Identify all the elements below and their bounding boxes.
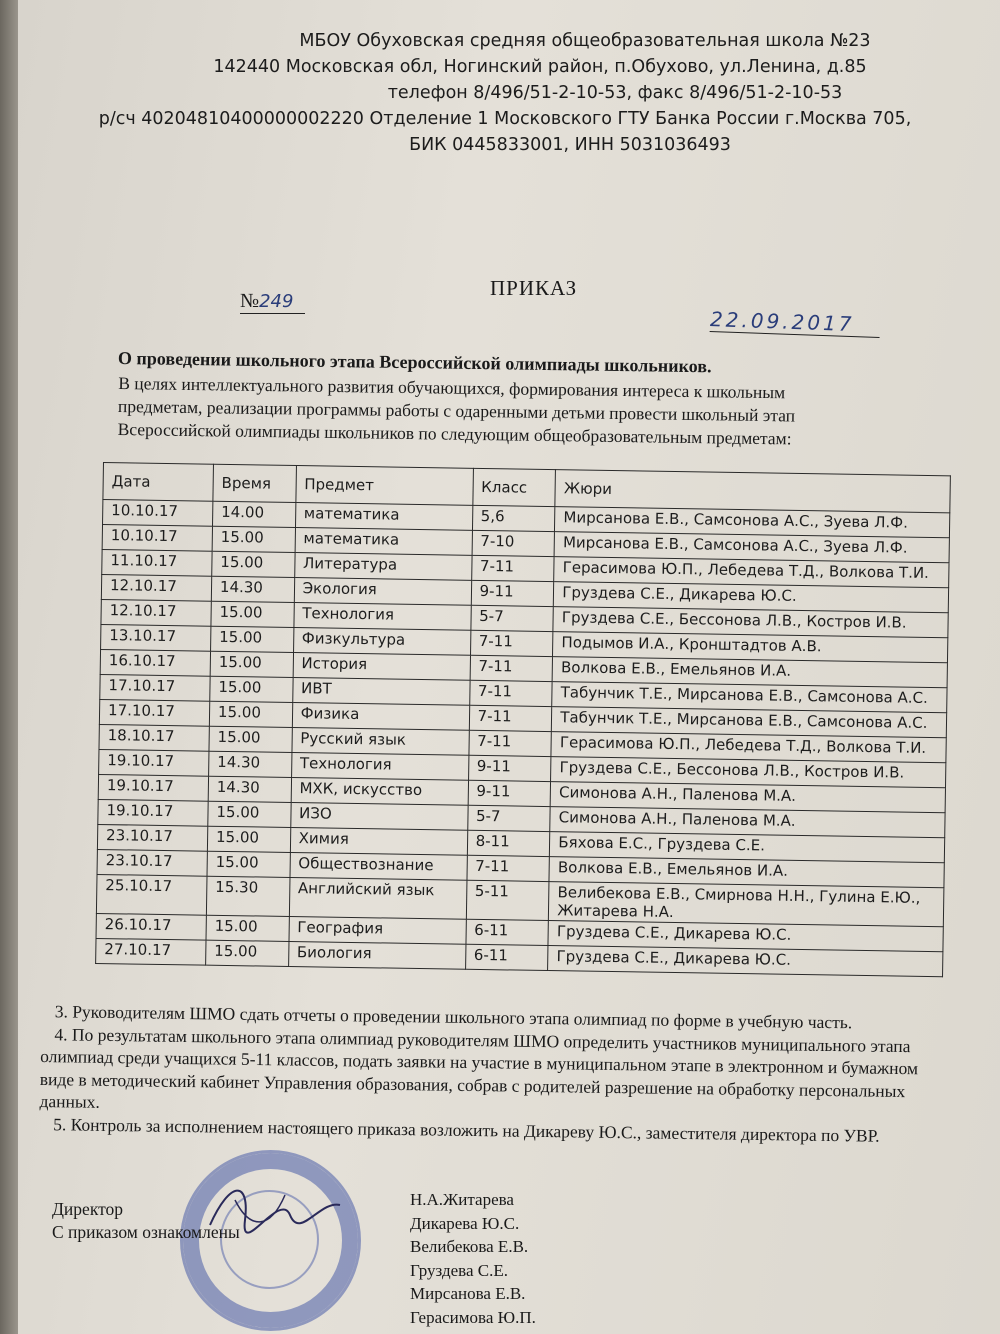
cell-jury: Груздева С.Е., Бессонова Л.В., Костров И.В. [553,607,948,638]
cell-date: 12.10.17 [101,574,211,601]
cell-date: 17.10.17 [100,674,210,701]
cell-grade: 5-11 [466,880,549,920]
cell-time: 15.00 [208,801,291,827]
cell-grade: 5-7 [470,605,553,631]
cell-grade: 7-11 [470,630,553,656]
letterhead [98,28,960,158]
cell-date: 19.10.17 [98,799,208,826]
cell-subject: Физкультура [293,628,470,656]
cell-date: 25.10.17 [96,874,207,915]
cell-subject: Технология [291,752,468,780]
cell-subject: МХК, искусство [291,777,468,805]
signatory-name: Дикарева Ю.С. [410,1213,520,1233]
order-date: 22.09.2017 [710,307,881,338]
cell-grade: 7-11 [469,705,552,731]
order-body [39,1000,921,1147]
cell-jury: Герасимова Ю.П., Лебедева Т.Д., Волкова Т.И. [551,732,946,763]
cell-jury: Герасимова Ю.П., Лебедева Т.Д., Волкова Т.И. [554,557,949,588]
intro-text [118,372,919,452]
cell-subject: Литература [294,553,471,581]
acquainted-label: С приказом ознакомлены [52,1222,240,1242]
cell-time: 15.00 [207,826,290,852]
cell-subject: Биология [288,941,465,969]
cell-time: 14.00 [212,501,295,527]
cell-subject: География [289,916,466,944]
paragraph-4: 4. По результатам школьного этапа олимпиад руководителям ШМО определить участников муниципального этапа олимпиад среди учащихся 5-11 классов, подать заявки на участие в муниципальном этапе в электронном и бумажном виде в методический кабинет Управления образования, собрав с родителей разрешение на обработку персональных данных. [39,1023,919,1112]
intro-line: предметам, реализации программы работы с одаренными детьми провести школьный этап [117,396,796,426]
paragraph-5: 5. Контроль за исполнением настоящего приказа возложить на Дикареву Ю.С., заместителя директора по УВР. [53,1113,880,1146]
cell-jury: Груздева С.Е., Бессонова Л.В., Костров И.В. [551,757,946,788]
schedule-table [95,462,951,977]
paragraph-3: 3. Руководителям ШМО сдать отчеты о проведении школьного этапа олимпиад по форме в учебную часть. [54,1001,853,1033]
cell-jury: Груздева С.Е., Дикарева Ю.С. [554,582,949,613]
cell-grade: 6-11 [466,919,549,945]
cell-time: 14.30 [208,751,291,777]
document-title: ПРИКАЗ [490,276,578,300]
cell-jury: Волкова Е.В., Емельянов И.А. [549,857,944,888]
cell-date: 19.10.17 [99,749,209,776]
signatory-name: Герасимова Ю.П. [410,1307,536,1327]
cell-date: 27.10.17 [96,938,206,965]
cell-time: 15.00 [211,601,294,627]
cell-grade: 7-11 [467,855,550,881]
cell-date: 13.10.17 [101,624,211,651]
cell-subject: Английский язык [289,877,467,919]
cell-jury: Велибекова Е.В., Смирнова Н.Н., Гулина Е.Ю., Житарева Н.А. [549,882,944,927]
cell-jury: Симонова А.Н., Паленова М.А. [550,782,945,813]
bank-codes: БИК 0445833001, ИНН 5031036493 [409,135,731,155]
cell-grade: 7-11 [471,555,554,581]
signatory-name: Н.А.Житарева [410,1190,514,1209]
signature-labels [52,1198,240,1244]
signatory-name: Груздева С.Е. [410,1260,508,1280]
olympiad-schedule [95,462,983,978]
cell-subject: Обществознание [290,852,467,880]
cell-subject: Технология [294,603,471,631]
cell-date: 10.10.17 [103,500,213,527]
order-number-value: 249 [259,291,294,312]
cell-subject: История [293,653,470,681]
cell-subject: Русский язык [292,728,469,756]
cell-date: 26.10.17 [96,913,206,940]
intro-line: В целях интеллектуального развития обучающихся, формирования интереса к школьным [118,373,786,403]
cell-grade: 9-11 [468,755,551,781]
cell-grade: 9-11 [468,780,551,806]
cell-date: 23.10.17 [97,849,207,876]
signatory-names [410,1188,536,1329]
cell-date: 17.10.17 [99,699,209,726]
cell-subject: ИЗО [290,802,467,830]
cell-time: 15.00 [207,851,290,877]
cell-grade: 7-11 [469,680,552,706]
cell-date: 12.10.17 [101,599,211,626]
cell-time: 15.00 [206,915,289,941]
order-number [240,290,305,314]
cell-time: 15.00 [210,651,293,677]
cell-time: 15.00 [210,676,293,702]
col-grade: Класс [472,468,555,506]
cell-jury: Груздева С.Е., Дикарева Ю.С. [548,946,943,977]
cell-date: 10.10.17 [102,525,212,552]
col-jury: Жюри [555,470,950,513]
cell-time: 15.00 [206,940,289,966]
cell-time: 15.30 [206,876,289,916]
signatory-name: Мирсанова Е.В. [410,1284,526,1303]
cell-date: 19.10.17 [98,774,208,801]
cell-grade: 7-11 [469,730,552,756]
cell-subject: математика [295,528,472,556]
col-time: Время [213,464,296,502]
cell-jury: Симонова А.Н., Паленова М.А. [550,807,945,838]
director-label: Директор [52,1199,124,1219]
col-subject: Предмет [296,466,473,506]
school-name: МБОУ Обуховская средняя общеобразовательная школа №23 [299,31,871,51]
cell-grade: 7-11 [470,655,553,681]
cell-date: 23.10.17 [97,824,207,851]
cell-jury: Табунчик Т.Е., Мирсанова Е.В., Самсонова А.С. [552,707,947,738]
cell-jury: Волкова Е.В., Емельянов И.А. [552,657,947,688]
order-subject: О проведении школьного этапа Всероссийской олимпиады школьников. [117,348,712,377]
cell-jury: Груздева С.Е., Дикарева Ю.С. [548,921,943,952]
cell-grade: 6-11 [465,944,548,970]
cell-time: 15.00 [212,551,295,577]
cell-time: 14.30 [208,776,291,802]
cell-time: 15.00 [212,526,295,552]
cell-date: 16.10.17 [100,649,210,676]
cell-jury: Мирсанова Е.В., Самсонова А.С., Зуева Л.Ф. [555,507,950,538]
cell-date: 18.10.17 [99,724,209,751]
cell-subject: Экология [294,578,471,606]
cell-grade: 5-7 [467,805,550,831]
school-phone: телефон 8/496/51-2-10-53, факс 8/496/51-2-10-53 [387,83,843,103]
cell-time: 15.00 [210,626,293,652]
cell-grade: 9-11 [471,580,554,606]
intro-line: Всероссийской олимпиады школьников по следующим общеобразовательным предметам: [117,418,792,449]
cell-grade: 8-11 [467,830,550,856]
signatory-name: Велибекова Е.В. [410,1237,529,1256]
cell-date: 11.10.17 [102,549,212,576]
order-number-prefix: № [240,290,260,312]
cell-subject: ИВТ [292,678,469,706]
cell-jury: Подымов И.А., Кронштадтов А.В. [553,632,948,663]
cell-grade: 5,6 [472,505,555,531]
bank-account: р/сч 40204810400000002220 Отделение 1 Московского ГТУ Банка России г.Москва 705, [98,109,912,129]
cell-grade: 7-10 [472,530,555,556]
cell-time: 15.00 [209,726,292,752]
school-address: 142440 Московская обл, Ногинский район, п.Обухово, ул.Ленина, д.85 [213,57,867,77]
cell-subject: математика [295,503,472,531]
cell-jury: Табунчик Т.Е., Мирсанова Е.В., Самсонова А.С. [552,682,947,713]
cell-jury: Мирсанова Е.В., Самсонова А.С., Зуева Л.Ф. [554,532,949,563]
col-date: Дата [103,463,213,502]
cell-time: 15.00 [209,701,292,727]
cell-time: 14.30 [211,576,294,602]
cell-subject: Химия [290,827,467,855]
cell-subject: Физика [292,703,469,731]
cell-jury: Бяхова Е.С., Груздева С.Е. [550,832,945,863]
